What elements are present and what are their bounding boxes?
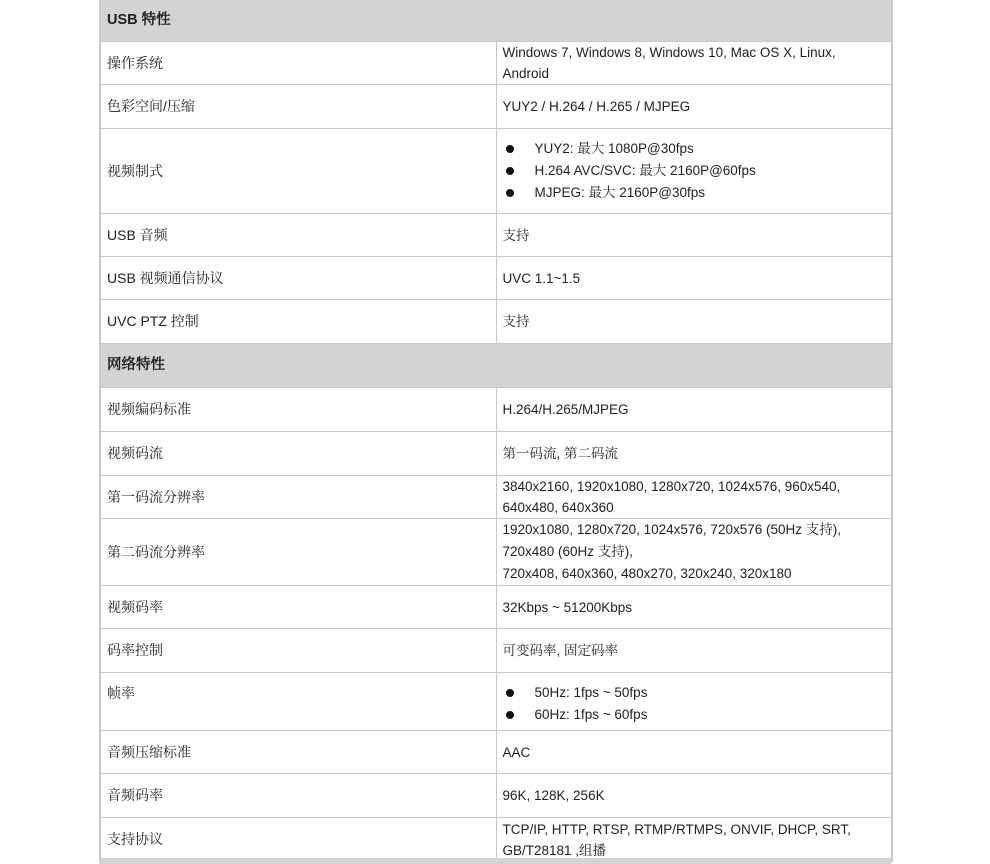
list-item: YUY2: 最大 1080P@30fps (503, 138, 886, 160)
row-label: 音频码率 (101, 774, 497, 818)
next-section-band (99, 858, 891, 864)
row-value: 支持 (496, 300, 892, 344)
row-value: AAC (496, 731, 892, 774)
table-row (101, 774, 892, 818)
section-header-usb (101, 0, 892, 42)
table-row (101, 476, 892, 519)
row-label: 视频码率 (101, 586, 497, 629)
row-value: YUY2 / H.264 / H.265 / MJPEG (496, 85, 892, 129)
row-value: 可变码率, 固定码率 (496, 629, 892, 673)
table-row (101, 257, 892, 300)
row-value (496, 129, 892, 214)
row-label: 音频压缩标准 (101, 731, 497, 774)
row-label: 支持协议 (101, 818, 497, 862)
value-line: 720x408, 640x360, 480x270, 320x240, 320x180 (502, 566, 792, 581)
table-row (101, 85, 892, 129)
table-row (101, 586, 892, 629)
row-value (496, 673, 892, 731)
row-label: 色彩空间/压缩 (101, 85, 497, 129)
table-row (101, 673, 892, 731)
list-item: H.264 AVC/SVC: 最大 2160P@60fps (503, 160, 886, 182)
row-value: 支持 (496, 214, 892, 257)
spec-table (100, 0, 892, 862)
section-title: USB 特性 (101, 0, 892, 42)
row-value: TCP/IP, HTTP, RTSP, RTMP/RTMPS, ONVIF, DHCP, SRT, GB/T28181 ,组播 (496, 818, 892, 862)
row-label: USB 视频通信协议 (101, 257, 497, 300)
bullet-list (503, 682, 886, 726)
table-row (101, 129, 892, 214)
table-row (101, 42, 892, 85)
row-value: UVC 1.1~1.5 (496, 257, 892, 300)
row-label: 第一码流分辨率 (101, 476, 497, 519)
section-title: 网络特性 (101, 344, 892, 388)
row-label: 第二码流分辨率 (101, 519, 497, 586)
row-value: H.264/H.265/MJPEG (496, 388, 892, 432)
value-line: 1920x1080, 1280x720, 1024x576, 720x576 (50Hz 支持), 720x480 (60Hz 支持), (502, 522, 841, 559)
table-row (101, 629, 892, 673)
list-item: MJPEG: 最大 2160P@30fps (503, 182, 886, 204)
row-label: 码率控制 (101, 629, 497, 673)
spec-sheet (99, 0, 893, 862)
row-value: 32Kbps ~ 51200Kbps (496, 586, 892, 629)
table-row (101, 731, 892, 774)
row-label: 视频码流 (101, 432, 497, 476)
row-label: 操作系统 (101, 42, 497, 85)
list-item: 60Hz: 1fps ~ 60fps (503, 704, 886, 726)
bullet-list (503, 138, 886, 204)
row-label: UVC PTZ 控制 (101, 300, 497, 344)
row-value: 第一码流, 第二码流 (496, 432, 892, 476)
table-row (101, 432, 892, 476)
row-label: 视频编码标准 (101, 388, 497, 432)
table-row (101, 388, 892, 432)
table-row (101, 818, 892, 862)
table-row (101, 519, 892, 586)
section-header-network (101, 344, 892, 388)
row-value: 96K, 128K, 256K (496, 774, 892, 818)
row-value (496, 519, 892, 586)
row-label: USB 音频 (101, 214, 497, 257)
row-label: 帧率 (101, 673, 497, 731)
row-value: 3840x2160, 1920x1080, 1280x720, 1024x576, 960x540, 640x480, 640x360 (496, 476, 892, 519)
table-row (101, 214, 892, 257)
list-item: 50Hz: 1fps ~ 50fps (503, 682, 886, 704)
table-row (101, 300, 892, 344)
row-label: 视频制式 (101, 129, 497, 214)
row-value: Windows 7, Windows 8, Windows 10, Mac OS X, Linux, Android (496, 42, 892, 85)
